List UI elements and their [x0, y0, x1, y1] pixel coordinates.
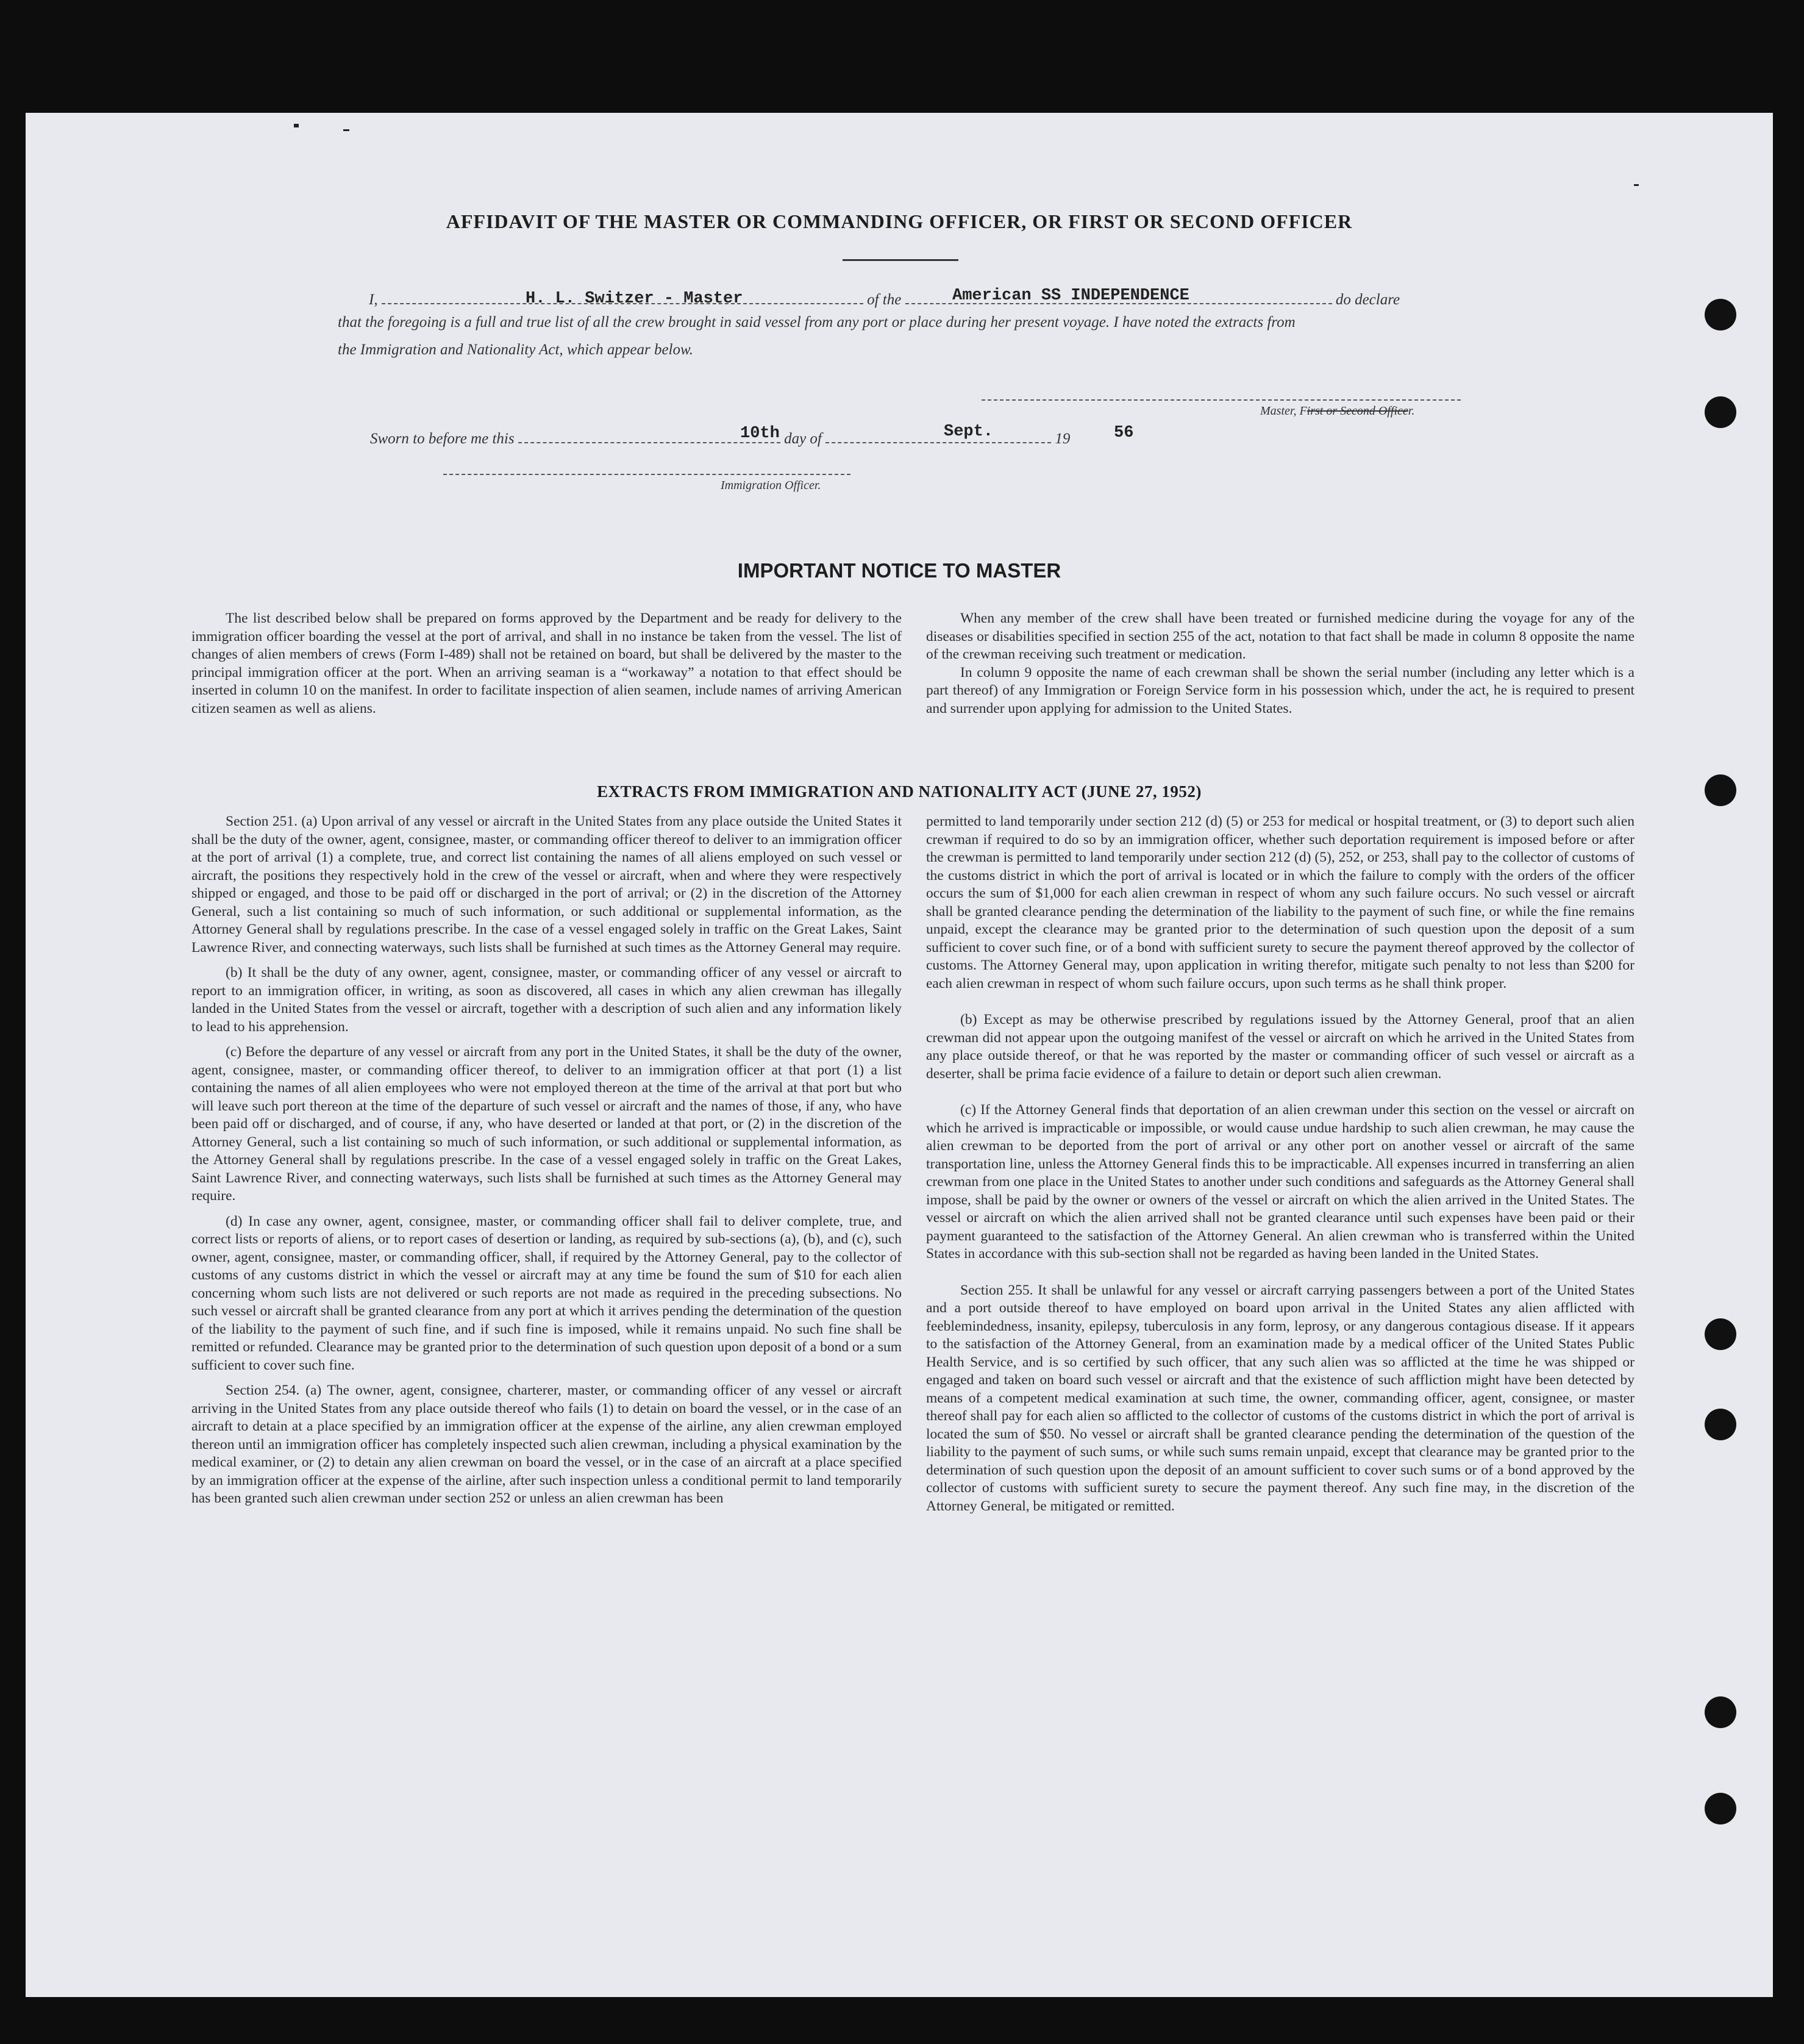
declaration-line-3: the Immigration and Nationality Act, which appear below.: [338, 341, 694, 358]
scan-speck: [343, 129, 349, 131]
punch-hole: [1705, 774, 1736, 806]
punch-hole: [1705, 1318, 1736, 1350]
sworn-label: Sworn to before me this: [370, 431, 515, 447]
section-251a: Section 251. (a) Upon arrival of any vessel or aircraft in the United States from any place outside the United States it shall be the duty of the owner, agent, consignee, master, or commanding officer thereof to deliver to an immigration officer at the port of arrival (1) a complete, true, and correct list containing the names of all aliens employed on such vessel or aircraft, the positions they respectively hold in the crew of the vessel or aircraft, when and where they were respectively shipped or engaged, and those to be paid off or discharged in the port of arrival; or (2) in the discretion of the Attorney General, such a list containing so much of such information, or such additional or supplemental information, as the Attorney General shall by regulations prescribe. In the case of a vessel engaged solely in traffic on the Great Lakes, Saint Lawrence River, and connecting waterways, such lists shall be furnished at such times as the Attorney General may require.: [191, 813, 902, 956]
i-label: I,: [369, 291, 378, 308]
section-251c: (c) Before the departure of any vessel or aircraft from any port in the United States, it shall be the duty of the owner, agent, consignee, master, or commanding officer thereof, to deliver to an immigration officer at that port (1) a list containing the names of all alien employees who were not employed thereon at the time of the arrival at that port but who will leave such port thereon at the time of the departure of such vessel or aircraft and the names of those, if any, who have been paid off or discharged, and of course, if any, who have deserted or landed at that port, or (2) in the discretion of the Attorney General, such a list containing so much of such information, or such additional or supplemental information, as the Attorney General shall by regulations prescribe. In the case of a vessel engaged solely in traffic on the Great Lakes, Saint Lawrence River, and connecting waterways, such lists shall be furnished at such times as the Attorney General may require.: [191, 1044, 902, 1204]
notice-right-paragraph-1: When any member of the crew shall have been treated or furnished medicine during the voyage for any of the diseases or disabilities specified in section 255 of the act, notation to that fact shall be made in column 8 opposite the name of the crewman receiving such treatment or medication.: [926, 610, 1635, 662]
section-251b: (b) It shall be the duty of any owner, agent, consignee, master, or commanding officer of any vessel or aircraft to report to an immigration officer, in writing, as soon as discovered, all cases in which any alien crewman has illegally landed in the United States from the vessel or aircraft, together with a description of such alien and any information likely to lead to his apprehension.: [191, 965, 902, 1035]
title-rule: [843, 259, 958, 261]
section-254a: Section 254. (a) The owner, agent, consignee, charterer, master, or commanding officer of any vessel or aircraft arriving in the United States from any place outside thereof who fails (1) to detain on board the vessel, or in the case of an aircraft to detain at a place specified by an immigration officer at the expense of the airline, any alien crewman employed thereon until an immigration officer has completely inspected such alien crewman, including a physical examination by the medical examiner, or (2) to detain any alien crewman on board the vessel, or in the case of an aircraft at a place specified by an immigration officer at the expense of the airline, after such inspection unless a conditional permit to land temporarily has been granted such alien crewman under section 252 or unless an alien crewman has been: [191, 1382, 902, 1506]
do-declare-label: do declare: [1335, 291, 1400, 308]
extracts-left-column: [191, 813, 902, 1515]
master-name-typed: H. L. Switzer - Master: [526, 290, 743, 308]
notice-title: IMPORTANT NOTICE TO MASTER: [737, 559, 1061, 582]
declaration-line-2: that the foregoing is a full and true list of all the crew brought in said vessel from any port or place during her present voyage. I have noted the extracts from: [338, 314, 1296, 331]
month-blank: [825, 429, 1051, 443]
section-251d: (d) In case any owner, agent, consignee, master, or commanding officer shall fail to deliver complete, true, and correct lists or reports of aliens, or to report cases of desertion or landing, as required by sub-sections (a), (b), and (c), such owner, agent, consignee, master, or commanding officer, shall, if required by the Attorney General, pay to the collector of customs of any customs district in which the vessel or aircraft may at any time be found the sum of $10 for each alien concerning whom such lists are not delivered or such reports are not made as required in the preceding subsections. No such vessel or aircraft shall be granted clearance from any port at which it arrives pending the determination of the question of the liability to the payment of such fine, and if such fine is imposed, while it remains unpaid. No such fine shall be remitted or refunded. Clearance may be granted prior to the determination of such question upon deposit of a bond or a sum sufficient to cover such fine.: [191, 1213, 902, 1373]
officer-caption: Immigration Officer.: [721, 479, 821, 492]
day-typed: 10th: [740, 424, 780, 443]
notice-right-paragraph-2: In column 9 opposite the name of each crewman shall be shown the serial number (including any letter which is a part thereof) of any Immigration or Foreign Service form in his possession which, under the act, he is required to present and surrender upon applying for admission to the United States.: [926, 664, 1635, 716]
punch-hole: [1705, 1696, 1736, 1728]
punch-hole: [1705, 299, 1736, 331]
scan-speck: [294, 124, 299, 127]
section-254c: (c) If the Attorney General finds that deportation of an alien crewman under this section on the vessel or aircraft on which he arrived is impracticable or impossible, or would cause undue hardship to such alien crewman, he may cause the alien crewman to be deported from the port of arrival or any other port on another vessel or aircraft of the same transportation line, unless the Attorney General finds this to be impracticable. All expenses incurred in transferring an alien crewman from one place in the United States to another under such conditions and safeguards as the Attorney General shall impose, shall be paid by the owner or owners of the vessel or aircraft on which the alien arrived in the United States. The vessel or aircraft on which the alien arrived shall not be granted clearance until such expenses have been paid or their payment guaranteed to the satisfaction of the Attorney General. An alien crewman who is transferred within the United States in accordance with this sub-section shall not be regarded as having been landed in the United States.: [926, 1102, 1635, 1262]
affidavit-title: AFFIDAVIT OF THE MASTER OR COMMANDING OFFICER, OR FIRST OR SECOND OFFICER: [446, 210, 1353, 232]
notice-left-paragraph: The list described below shall be prepared on forms approved by the Department and be ready for delivery to the immigration officer boarding the vessel at the port of arrival, and shall in no instance be taken from the vessel. The list of changes of alien members of crews (Form I-489) shall not be retained on board, but shall be delivered by the master to the principal immigration officer at the port. When an arriving seaman is a “workaway” a notation to that effect should be inserted in column 10 on the manifest. In order to facilitate inspection of alien seamen, include names of arriving American citizen seamen as well as aliens.: [191, 610, 902, 716]
master-signature-line: [982, 399, 1461, 401]
of-the-label: of the: [867, 291, 902, 308]
notice-left-column: [191, 610, 902, 725]
section-254b: (b) Except as may be otherwise prescribed by regulations issued by the Attorney General, proof that an alien crewman did not appear upon the outgoing manifest of the vessel or aircraft on which he arrived in the United States from any place outside thereof, or that he was reported by the master or commanding officer of such vessel or aircraft as a deserter, shall be prima facie evidence of a failure to detain or deport such alien crewman.: [926, 1012, 1635, 1082]
punch-hole: [1705, 1793, 1736, 1824]
signature-caption: Master, First or Second Officer.: [1260, 404, 1415, 418]
punch-hole: [1705, 396, 1736, 428]
punch-hole: [1705, 1409, 1736, 1440]
form-page: [26, 113, 1773, 1997]
notice-right-column: [926, 610, 1635, 725]
section-255: Section 255. It shall be unlawful for any vessel or aircraft carrying passengers between a port of the United States and a port outside thereof to have employed on board upon arrival in the United States any alien afflicted with feeblemindedness, insanity, epilepsy, tuberculosis in any form, leprosy, or any dangerous contagious disease. If it appears to the satisfaction of the Attorney General, from an examination made by a medical officer of the United States Public Health Service, and is so certified by such officer, that any such alien was so afflicted at the time he was shipped or engaged and taken on board such vessel or aircraft and that the existence of such affliction might have been detected by means of a competent medical examination at such time, the owner, commanding officer, agent, consignee, or master thereof shall pay for each alien so afflicted to the collector of customs of the customs district in which the port of arrival is located the sum of $50. No vessel or aircraft shall be granted clearance pending the determination of the question of the liability to the payment of such sums, or while such sums remain unpaid, except that clearance may be granted prior to the determination of such question upon the deposit of an amount sufficient to cover such sums or of a bond approved by the collector of customs with sufficient surety to secure the payment thereof. Any such fine may, in the discretion of the Attorney General, be mitigated or remitted.: [926, 1282, 1635, 1514]
month-typed: Sept.: [944, 423, 994, 441]
day-of-label: day of: [784, 431, 822, 447]
year-typed: 56: [1114, 424, 1134, 442]
scan-speck: [1634, 184, 1639, 186]
extracts-title: EXTRACTS FROM IMMIGRATION AND NATIONALITY ACT (JUNE 27, 1952): [597, 782, 1202, 801]
extracts-right-column: [926, 813, 1635, 1523]
vessel-name-typed: American SS INDEPENDENCE: [952, 287, 1189, 305]
officer-signature-line: [443, 474, 850, 475]
section-254a-continued: permitted to land temporarily under section 212 (d) (5) or 253 for medical or hospital treatment, or (3) to deport such alien crewman if required to do so by an immigration officer, whether such deportation requirement is imposed before or after the crewman is permitted to land temporarily under section 212 (d) (5), 252, or 253, shall pay to the collector of customs of the customs district in which the port of arrival is located or in which the failure to comply with the orders of the officer occurs the sum of $1,000 for each alien crewman in respect of whom any such failure occurs. No such vessel or aircraft shall be granted clearance pending the determination of the liability to the payment of such fine, or while the fine remains unpaid, except the clearance may be granted prior to the determination of such question upon the deposit of a sum sufficient to cover such fine, or of a bond with sufficient surety to secure the payment thereof approved by the collector of customs. The Attorney General may, upon application in writing therefor, mitigate such penalty to not less than $200 for each alien crewman in respect of whom such failure occurs, upon such terms as he shall think proper.: [926, 813, 1635, 992]
year-prefix: 19: [1055, 431, 1071, 447]
declaration-line-1: [369, 290, 1400, 309]
